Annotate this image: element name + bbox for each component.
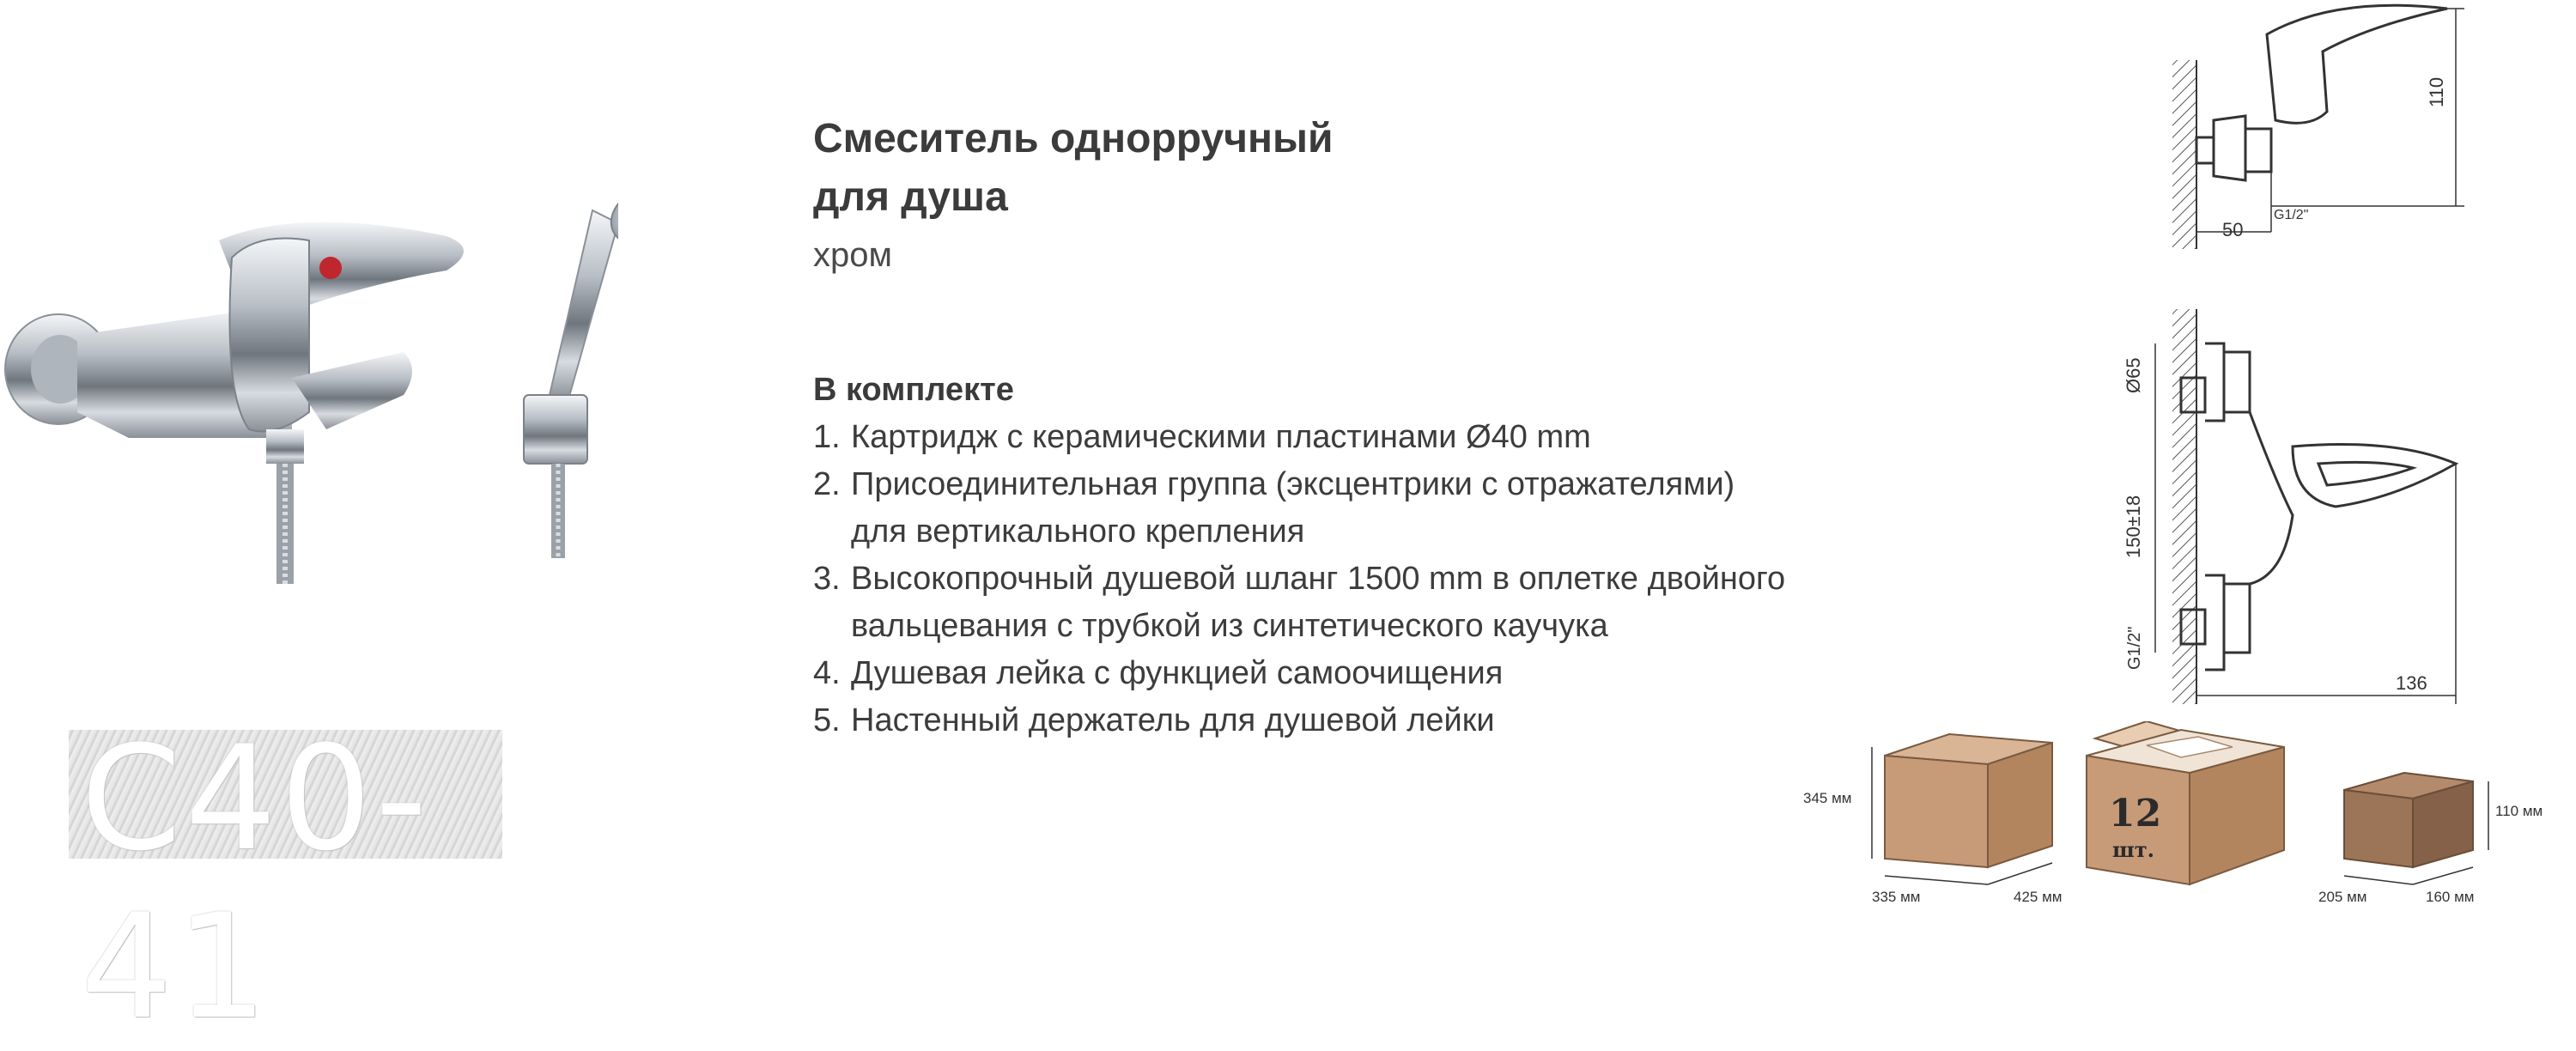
box-width-label: 335 мм — [1872, 889, 1921, 905]
kit-item: 2. Присоединительная группа (эксцентрики с отражателями) — [813, 466, 1735, 502]
master-carton-drawing — [1803, 721, 2301, 905]
kit-item: 3. Высокопрочный душевой шланг 1500 mm в оплетке двойного — [813, 561, 1786, 597]
unit-depth-label: 160 мм — [2426, 889, 2475, 905]
dim-thread-front: G1/2" — [2125, 626, 2144, 670]
product-title — [813, 110, 1334, 227]
kit-item: 5. Настенный держатель для душевой лейки — [813, 702, 1495, 738]
dim-height: 110 — [2426, 76, 2447, 107]
product-title-line1: Смеситель однорручный — [813, 116, 1334, 161]
kit-item: 4. Душевая лейка с функцией самоочищения — [813, 655, 1504, 691]
unit-height-label: 110 мм — [2495, 803, 2543, 819]
unit-box-drawing — [2318, 756, 2576, 905]
box-depth-label: 425 мм — [2014, 889, 2063, 905]
kit-item-continued: вальцевания с трубкой из синтетического каучука — [851, 608, 1608, 644]
shower-head-illustration — [524, 166, 618, 558]
quantity-unit: шт. — [2112, 837, 2155, 862]
unit-width-label: 205 мм — [2318, 889, 2367, 905]
kit-item-continued: для вертикального крепления — [851, 513, 1305, 550]
dim-spacing: 150±18 — [2123, 495, 2144, 558]
dim-length: 136 — [2396, 672, 2427, 694]
product-photo — [0, 155, 618, 601]
model-code-plate — [69, 714, 502, 1051]
mixer-illustration — [5, 222, 464, 584]
model-code: C40-41 — [81, 714, 431, 1051]
product-title-line2: для душа — [813, 174, 1008, 220]
dim-depth: 50 — [2222, 219, 2244, 240]
kit-list — [813, 414, 1801, 744]
kit-item: 1. Картридж с керамическими пластинами Ø40 mm — [813, 419, 1591, 455]
side-view-drawing — [2164, 0, 2524, 258]
dim-diameter: Ø65 — [2123, 357, 2144, 393]
product-finish: хром — [813, 236, 892, 274]
box-height-label: 345 мм — [1803, 790, 1852, 806]
kit-heading: В комплекте — [813, 372, 1014, 408]
dim-thread: G1/2" — [2274, 208, 2309, 222]
quantity-number: 12 — [2109, 792, 2162, 835]
front-view-drawing — [2121, 292, 2516, 721]
